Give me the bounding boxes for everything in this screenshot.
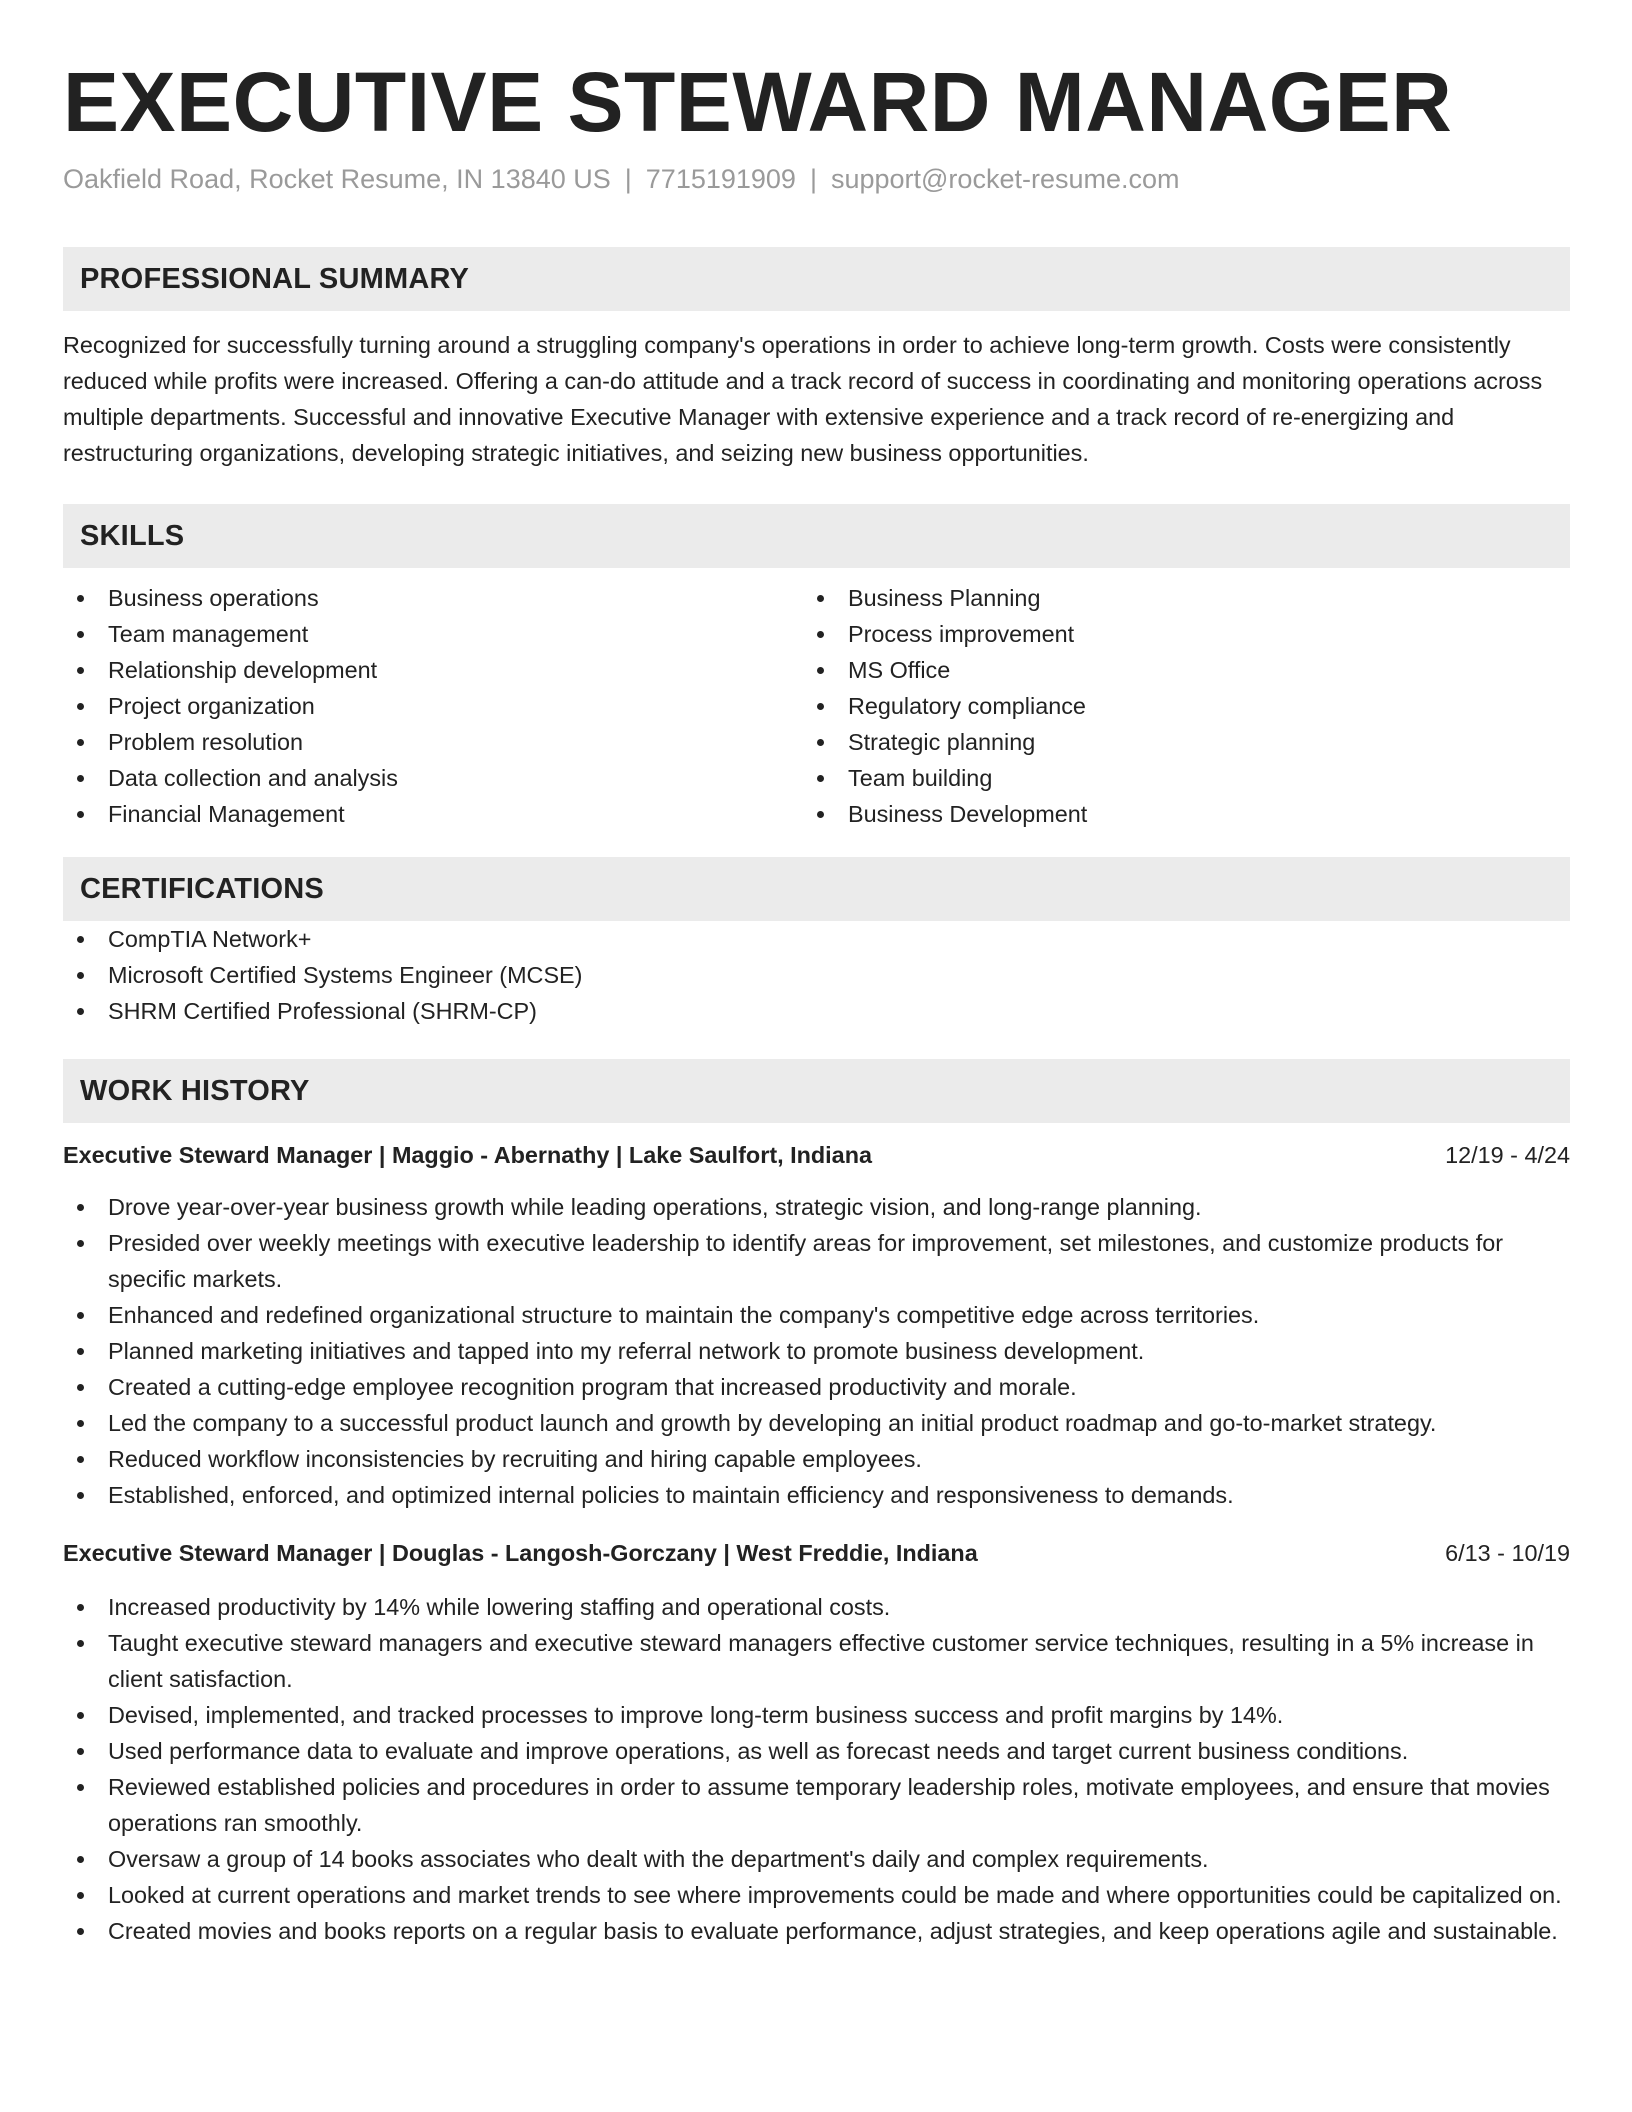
job-bullet: Used performance data to evaluate and improve operations, as well as forecast needs and target current business conditions. bbox=[63, 1733, 1570, 1769]
skill-item: Team building bbox=[803, 760, 1543, 796]
skill-item: Relationship development bbox=[63, 652, 803, 688]
job-header bbox=[63, 1535, 1570, 1571]
job-header bbox=[63, 1137, 1570, 1173]
job-bullet: Oversaw a group of 14 books associates who dealt with the department's daily and complex requirements. bbox=[63, 1841, 1570, 1877]
job-dates: 6/13 - 10/19 bbox=[1445, 1540, 1570, 1567]
skill-item: Process improvement bbox=[803, 616, 1543, 652]
job-bullet: Established, enforced, and optimized internal policies to maintain efficiency and responsiveness to demands. bbox=[63, 1477, 1570, 1513]
job-dates: 12/19 - 4/24 bbox=[1445, 1142, 1570, 1169]
job-bullet: Created a cutting-edge employee recognition program that increased productivity and morale. bbox=[63, 1369, 1570, 1405]
job-title: Executive Steward Manager | Douglas - Langosh-Gorczany | West Freddie, Indiana bbox=[63, 1540, 978, 1567]
skills-list bbox=[63, 580, 1570, 832]
skill-item: Team management bbox=[63, 616, 803, 652]
job-bullet: Planned marketing initiatives and tapped into my referral network to promote business development. bbox=[63, 1333, 1570, 1369]
job-bullet: Drove year-over-year business growth while leading operations, strategic vision, and long-range planning. bbox=[63, 1189, 1570, 1225]
skills-column-left bbox=[63, 580, 803, 832]
contact-address: Oakfield Road, Rocket Resume, IN 13840 US bbox=[63, 163, 611, 194]
certification-item: Microsoft Certified Systems Engineer (MCSE) bbox=[63, 957, 1570, 993]
skill-item: Problem resolution bbox=[63, 724, 803, 760]
job-bullet: Looked at current operations and market trends to see where improvements could be made and where opportunities could be capitalized on. bbox=[63, 1877, 1570, 1913]
section-heading-skills: SKILLS bbox=[63, 504, 1570, 568]
job-title: Executive Steward Manager | Maggio - Abernathy | Lake Saulfort, Indiana bbox=[63, 1142, 872, 1169]
skill-item: Business Development bbox=[803, 796, 1543, 832]
contact-separator: | bbox=[624, 163, 632, 194]
job-bullets bbox=[63, 1589, 1570, 1949]
job-bullets bbox=[63, 1189, 1570, 1513]
skill-item: Business operations bbox=[63, 580, 803, 616]
job-bullet: Devised, implemented, and tracked processes to improve long-term business success and profit margins by 14%. bbox=[63, 1697, 1570, 1733]
job-bullet: Led the company to a successful product launch and growth by developing an initial product roadmap and go-to-market strategy. bbox=[63, 1405, 1570, 1441]
certification-item: CompTIA Network+ bbox=[63, 921, 1570, 957]
contact-phone: 7715191909 bbox=[645, 163, 796, 194]
contact-separator: | bbox=[809, 163, 817, 194]
certifications-list bbox=[63, 921, 1570, 1029]
job-bullet: Taught executive steward managers and executive steward managers effective customer service techniques, resulting in a 5% increase in client satisfaction. bbox=[63, 1625, 1570, 1697]
contact-line bbox=[63, 161, 1570, 197]
skill-item: Strategic planning bbox=[803, 724, 1543, 760]
summary-text: Recognized for successfully turning around a struggling company's operations in order to achieve long-term growth. Costs were consistently reduced while profits were increased. Offering a can-do attitude and a track record of success in coordinating and monitoring operations across multiple departments. Successful and innovative Executive Manager with extensive experience and a track record of re-energizing and restructuring organizations, developing strategic initiatives, and seizing new business opportunities. bbox=[63, 332, 1543, 467]
resume-name: EXECUTIVE STEWARD MANAGER bbox=[63, 55, 1453, 149]
section-heading-work-history: WORK HISTORY bbox=[63, 1059, 1570, 1123]
skill-item: Project organization bbox=[63, 688, 803, 724]
section-heading-certifications: CERTIFICATIONS bbox=[63, 857, 1570, 921]
job-bullet: Created movies and books reports on a regular basis to evaluate performance, adjust strategies, and keep operations agile and sustainable. bbox=[63, 1913, 1570, 1949]
skill-item: Financial Management bbox=[63, 796, 803, 832]
skill-item: Data collection and analysis bbox=[63, 760, 803, 796]
job-bullet: Reduced workflow inconsistencies by recruiting and hiring capable employees. bbox=[63, 1441, 1570, 1477]
skill-item: MS Office bbox=[803, 652, 1543, 688]
job-bullet: Presided over weekly meetings with executive leadership to identify areas for improvement, set milestones, and customize products for specific markets. bbox=[63, 1225, 1570, 1297]
job-bullet: Increased productivity by 14% while lowering staffing and operational costs. bbox=[63, 1589, 1570, 1625]
skills-column-right bbox=[803, 580, 1543, 832]
contact-email: support@rocket-resume.com bbox=[830, 163, 1180, 194]
skill-item: Regulatory compliance bbox=[803, 688, 1543, 724]
job-bullet: Reviewed established policies and procedures in order to assume temporary leadership roles, motivate employees, and ensure that movies operations ran smoothly. bbox=[63, 1769, 1570, 1841]
section-heading-summary: PROFESSIONAL SUMMARY bbox=[63, 247, 1570, 311]
job-entry bbox=[63, 1535, 1570, 1949]
skill-item: Business Planning bbox=[803, 580, 1543, 616]
job-entry bbox=[63, 1137, 1570, 1513]
certification-item: SHRM Certified Professional (SHRM-CP) bbox=[63, 993, 1570, 1029]
job-bullet: Enhanced and redefined organizational structure to maintain the company's competitive edge across territories. bbox=[63, 1297, 1570, 1333]
